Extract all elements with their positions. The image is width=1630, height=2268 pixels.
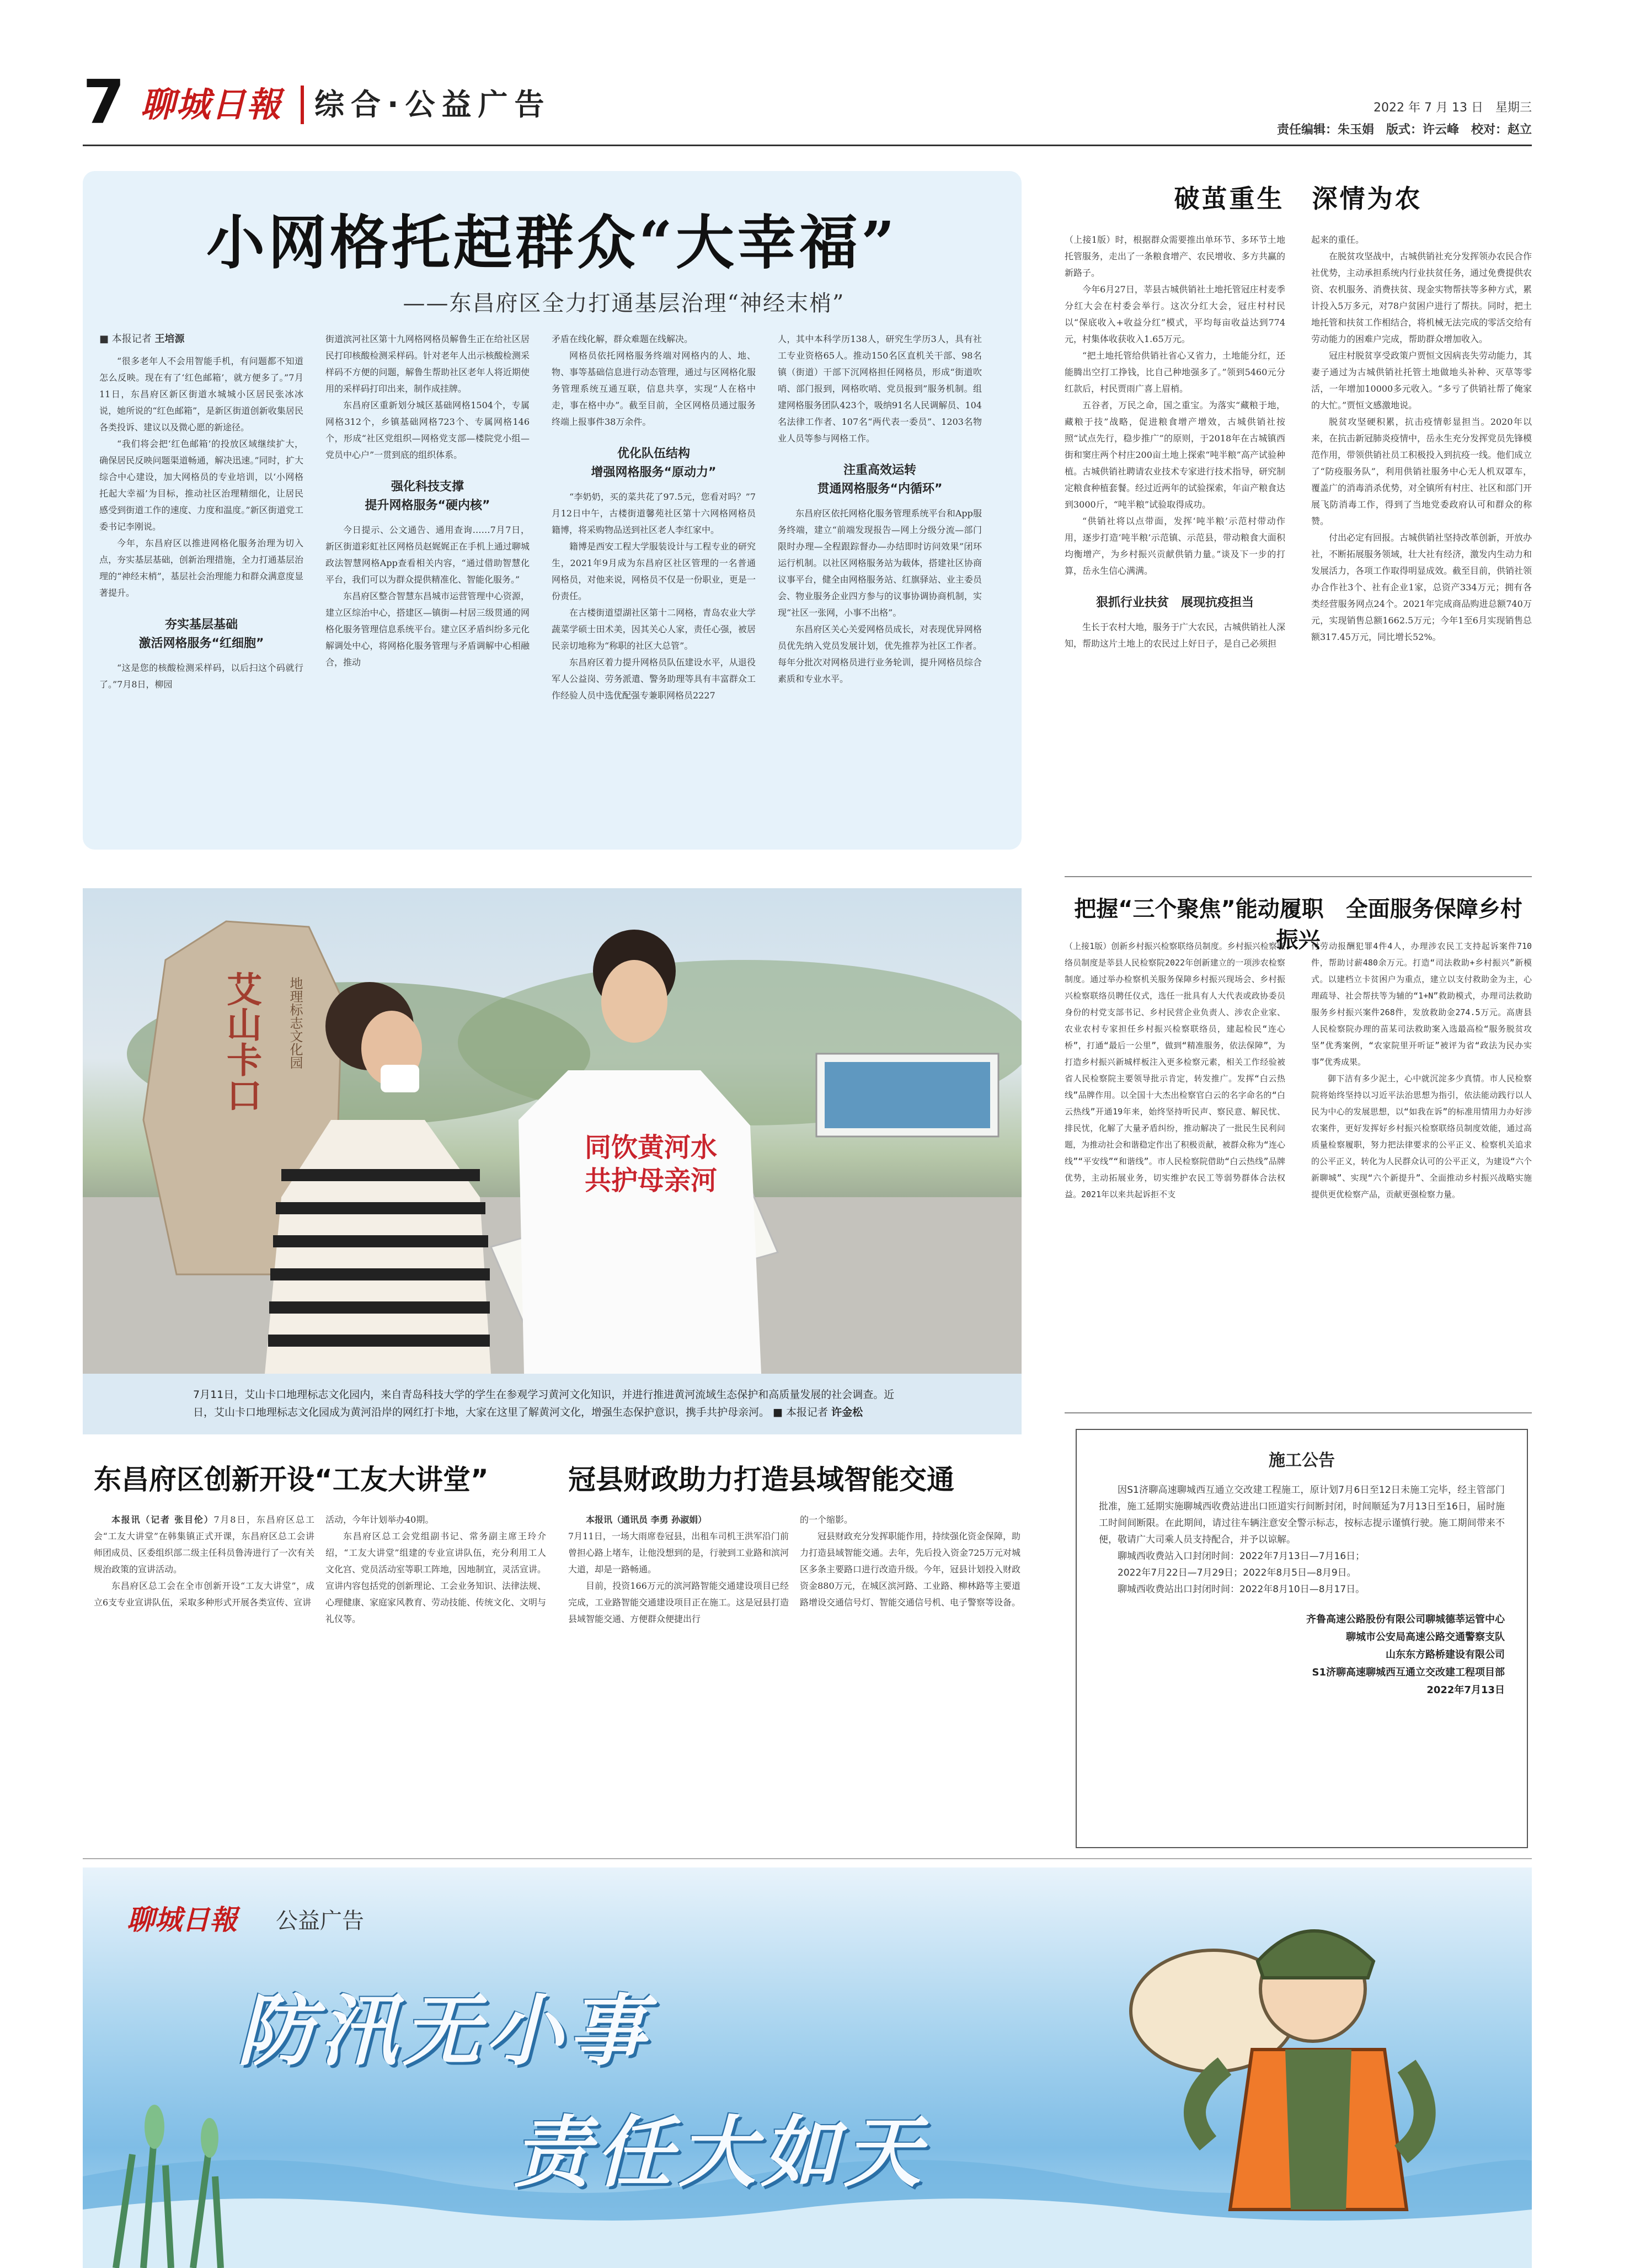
- photo-caption: 7月11日，艾山卡口地理标志文化园内，来自青岛科技大学的学生在参观学习黄河文化知识，并进行推进黄河流域生态保护和高质量发展的社会调查。近日，艾山卡口地理标志文化园成为黄河沿岸的网红打卡地，大家在这里了解黄河文化，增强生态保护意识，携手共护母亲河。 ■ 本报记者 许金松: [83, 1374, 1022, 1434]
- section-name: 综合·公益广告: [314, 87, 551, 122]
- notice-signer: S1济聊高速聊城西互通立交改建工程项目部: [1312, 1667, 1505, 1678]
- notice-signer: 聊城市公安局高速公路交通警察支队: [1346, 1631, 1505, 1643]
- column-divider: [1065, 876, 1532, 877]
- shirt-slogan: 同饮黄河水 共护母亲河: [584, 1132, 717, 1196]
- paragraph: 生长于农村大地，服务于广大农民，古城供销社人深知，帮助这片土地上的农民过上好日子，是自己必须担: [1065, 622, 1285, 649]
- article-column: [568, 1512, 789, 1821]
- paragraph: 东昌府区着力提升网格员队伍建设水平，从退役军人公益岗、劳务派遣、警务助理等具有丰富群众工作经验人员中选优配强专兼职网格员2227: [552, 657, 756, 701]
- paragraph: 在脱贫攻坚战中，古城供销社充分发挥领办农民合作社优势，主动承担系统内行业扶贫任务，通过免费提供农资、农机服务、消费扶贫、现金实物帮扶等多种方式，累计投入5万多元，对78户贫困户进行了帮扶。同时，把土地托管和扶贫工作相结合，将机械无法完成的零活交给有劳动能力的困难户完成，帮助群众增加收入。: [1311, 251, 1532, 344]
- rock-small-inscription: 地理标志文化园: [287, 976, 303, 1069]
- paragraph: 本报讯（记者 张目伦）7月8日，东昌府区总工会“工友大讲堂”在韩集镇正式开课，东昌府区总工会讲师团成员、区委组织部二级主任科员鲁涛进行了一次有关规治政策的宣讲活动。: [94, 1514, 314, 1575]
- notice-line: 聊城西收费站出口封闭时间：2022年8月10日—8月17日。: [1118, 1584, 1365, 1595]
- article-headline: 冠县财政助力打造县域智能交通: [568, 1464, 954, 1496]
- page-number: 7: [83, 67, 125, 137]
- paragraph: 人，其中本科学历138人，研究生学历3人，具有社工专业资格65人。推动150名区直机关干部、98名镇（街道）干部下沉网格担任网格员，形成“街道吹哨、部门报到，网格吹哨、党员报到”服务机制。组建网格服务团队423个，吸纳91名人民调解员、104名法律工作者、107名“两代表一委员”、1203名物业人员等参与网格工作。: [778, 334, 982, 444]
- paragraph: 东昌府区依托网格化服务管理系统平台和App服务终端，建立“前端发现报告—网上分级分流—部门限时办理—全程跟踪督办—办结即时访问效果”闭环运行机制。以社区网格服务站为载体，搭建社区协商议事平台，健全由网格服务站、红旗驿站、业主委员会、物业服务企业四方参与的议事协调协商机制，实现“社区一张网，小事不出格”。: [778, 508, 982, 618]
- paragraph: 脱贫攻坚硬积累，抗击疫情彰显担当。2020年以来，在抗击新冠肺炎疫情中，岳永生充分发挥党员先锋模范作用，带领供销社员工积极投入到抗疫一线。他们成立了“防疫服务队”，利用供销社服务中心无人机双罩车，覆盖广的消毒消杀优势，对全镇所有村庄、社区和部门开展飞防消毒工作，得到了当地党委政府认可和群众的称赞。: [1311, 417, 1532, 526]
- editor-credits: 责任编辑：朱玉娟 版式：许云峰 校对：赵立: [1276, 123, 1532, 137]
- paragraph: 今年，东昌府区以推进网格化服务治理为切入点，夯实基层基础，创新治理措施，全力打通基层治理的“神经末梢”，基层社会治理能力和群众满意度显著提升。: [99, 538, 303, 598]
- paragraph: 冠庄村脱贫享受政策户贾恒文因病丧失劳动能力，其妻子通过为古城供销社托管土地做地头补种、灭草等零活，一年增加10000多元收入。“多亏了供销社帮了俺家的大忙。”贾恒文感激地说。: [1311, 350, 1532, 410]
- paragraph: 五谷者，万民之命，国之重宝。为落实“藏粮于地，藏粮于技”战略，促进粮食增产增效，古城供销社按照“试点先行，稳步推广”的原则，于2018年在古城镇西街和窦庄两个村庄200亩土地上探索“吨半粮”高产试验种植。古城供销社聘请农业技术专家进行技术指导，研究制定粮食种植套餐。经过近两年的试验探索，年亩产粮食达到3000斤，“吨半粮”试验取得成功。: [1065, 400, 1285, 510]
- psa-slogan-line-1: 防汛无小事: [237, 1987, 651, 2077]
- article-column: [325, 1512, 546, 1821]
- paragraph: 今年6月27日，莘县古城供销社土地托管冠庄村麦季分红大会在村委会举行。这次分红大会，冠庄村村民以“保底收入+收益分红”模式，平均每亩收益达到774元，村集体收获收入1.65万元。: [1065, 284, 1285, 344]
- article-column: [1311, 232, 1532, 866]
- feature-subheadline: ——东昌府区全力打通基层治理“神经末梢”: [403, 291, 845, 316]
- paragraph: 东昌府区重新划分城区基础网格1504个，专属网格312个，乡镇基础网格723个、专属网格146个，形成“社区党组织—网格党支部—楼院党小组—党员中心户”一贯到底的组织体系。: [325, 400, 530, 460]
- psa-slogan-line-2: 责任大如天: [513, 2108, 927, 2198]
- paragraph: 的一个缩影。: [800, 1514, 853, 1525]
- paragraph: 起来的重任。: [1311, 234, 1365, 245]
- column-divider: [1065, 1412, 1532, 1413]
- section-divider: [301, 86, 304, 124]
- news-photo: [83, 888, 1022, 1374]
- paragraph: “把土地托管给供销社省心又省力，土地能分红，还能腾出空打工挣钱，比自己种地强多了。”领到5460元分红款后，村民贾雨广喜上眉梢。: [1065, 350, 1285, 394]
- paragraph: 冠县财政充分发挥职能作用，持续强化资金保障，助力打造县域智能交通。去年，先后投入资金725万元对城区多条主要路口进行改造升级。今年，冠县计划投入财政资金880万元，在城区滨河路、工业路、柳林路等主要道路增设交通信号灯、智能交通信号机、电子警察等设备。: [800, 1531, 1020, 1608]
- notice-signer: 齐鲁高速公路股份有限公司聊城德莘运管中心: [1306, 1614, 1505, 1625]
- paragraph: 活动，今年计划举办40期。: [325, 1514, 434, 1525]
- article-column: [1065, 232, 1285, 866]
- rock-inscription: 艾山卡口: [221, 971, 262, 1112]
- feature-column-3: [552, 331, 756, 839]
- section-divider: [83, 1858, 1532, 1859]
- paragraph: 东昌府区关心关爱网格员成长，对表现优异网格员优先纳入党员发展计划，优先推荐为社区工作者。每年分批次对网格员进行业务轮训，提升网格员综合素质和专业水平。: [778, 624, 982, 684]
- article-column: [1311, 938, 1532, 1401]
- section-subhead: 注重高效运转 贯通网格服务“内循环”: [817, 463, 943, 496]
- issue-date: 2022 年 7 月 13 日 星期三: [1374, 101, 1532, 115]
- construction-notice: [1076, 1429, 1528, 1848]
- section-subhead: 强化科技支撑 提升网格服务“硬内核”: [365, 480, 490, 513]
- article-headline: 把握“三个聚焦”能动履职 全面服务保障乡村振兴: [1074, 896, 1522, 953]
- article-column: [1065, 938, 1285, 1401]
- section-subhead: 优化队伍结构 增强网格服务“原动力”: [591, 447, 717, 479]
- paragraph: 东昌府区总工会党组副书记、常务副主席王玲介绍，“工友大讲堂”组建的专业宣讲队伍，充分利用工人文化宫、党员活动室等职工阵地，因地制宜，灵活宣讲。宣讲内容包括党的创新理论、工会业务知识、法律法规、心理健康、家庭家风教育、劳动技能、传统文化、文明与礼仪等。: [325, 1531, 546, 1624]
- paragraph: 御下洁有多少泥土，心中就沉淀多少真情。市人民检察院将始终坚持以习近平法治思想为指引，依法能动践行以人民为中心的发展思想，以“如我在诉”的标准用情用力办好涉农案件，更好发挥好乡村振兴检察联络员制度效能，通过高质量检察履职，努力把法律要求的公平正义、检察机关追求的公平正义，转化为人民群众认可的公平正义，为建设“六个新聊城”、实现“六个新提升”、全面推动乡村振兴战略实施提供更优检察产品，贡献更强检察力量。: [1311, 1074, 1532, 1199]
- paragraph: “很多老年人不会用智能手机，有问题都不知道怎么反映。现在有了‘红色邮箱’，就方便多了。”7月11日，东昌府区新区街道水城城小区居民张冰冰说，她所说的“红色邮箱”，是新区街道创新收集居民各类投诉、建议以及微心愿的新途径。: [99, 356, 303, 433]
- paragraph: 7月11日，一场大雨席卷冠县，出租车司机王洪军沿门前曾担心路上堵车，让他没想到的是，行驶到工业路和滨河大道，却是一路畅通。: [568, 1531, 789, 1575]
- paragraph: 东昌府区整合智慧东昌城市运营管理中心资源，建立区综治中心，搭建区—镇街—村居三级贯通的网格化服务管理信息系统平台。建立区矛盾纠纷多元化解调处中心，将网格化服务管理与矛盾调解中心相融合，推动: [325, 591, 530, 668]
- paragraph: 籍博是西安工程大学服装设计与工程专业的研究生，2021年9月成为东昌府区社区管理的一名普通网格员，对他来说，网格员不仅是一份职业，更是一份责任。: [552, 541, 756, 601]
- notice-signer: 山东东方路桥建设有限公司: [1386, 1649, 1505, 1661]
- paragraph: 网格员依托网格服务终端对网格内的人、地、物、事等基础信息进行动态管理，通过与区网格化服务管理系统互通互联，信息共享，实现“人在格中走，事在格中办”。截至目前，全区网格员通过服务终端上报事件38万余件。: [552, 350, 756, 427]
- paragraph: 今日提示、公文通告、通用查询……7月7日，新区街道彩虹社区网格员赵娓娓正在手机上通过聊城政法智慧网格App查看相关内容，“通过借助智慧化平台，我们可以为群众提供精准化、智能化服务。”: [325, 525, 530, 585]
- notice-line: 聊城西收费站入口封闭时间：2022年7月13日—7月16日；: [1118, 1551, 1365, 1562]
- paragraph: （上接1版）创新乡村振兴检察联络员制度。乡村振兴检察联络员制度是莘县人民检察院2022年创新建立的一项涉农检察制度。通过举办检察机关服务保障乡村振兴现场会、乡村振兴检察联络员聘任仪式，选任一批具有人大代表或政协委员身份的村党支部书记、乡村民营企业负责人、涉农企业家、农业农村专家担任乡村振兴检察联络员，建起检民“连心桥”，打通“最后一公里”，做到“精准服务，依法保障”，为打造乡村振兴新城样板注入更多检察元素，相关工作经验被省人民检察院主要领导批示肯定，转发推广。发挥“白云热线”品牌作用。以全国十大杰出检察官白云的名字命名的“白云热线”开通19年来，始终坚持听民声、察民意、解民忧、排民忧，化解了大量矛盾纠纷，推动解决了一批民生民利问题，为推动社会和谐稳定作出了积极贡献，被群众称为“连心线”“平安线”“和谐线”。市人民检察院借助“白云热线”品牌优势，主动拓展业务，切实维护农民工等弱势群体合法权益。2021年以来共起诉拒不支: [1065, 941, 1285, 1199]
- paragraph: 付出必定有回报。古城供销社坚持改革创新，开放办社，不断拓展服务领域，壮大社有经济，激发内生动力和发展活力，各项工作取得明显成效。截至目前，供销社领办合作社3个、社有企业1家，总资产334万元；拥有各类经营服务网点24个。2021年完成商品购进总额740万元，实现销售总额1662.5万元；今年1至6月实现销售总额317.45万元，同比增长52%。: [1311, 532, 1532, 642]
- paragraph: 本报讯（通讯员 李勇 孙淑娟）: [586, 1514, 707, 1525]
- paragraph: （上接1版）时，根据群众需要推出单环节、多环节土地托管服务，走出了一条粮食增产、农民增收、多方共赢的新路子。: [1065, 234, 1285, 278]
- masthead-rule: [83, 145, 1532, 146]
- psa-paper-logo: 聊城日報: [127, 1903, 237, 1936]
- notice-date: 2022年7月13日: [1426, 1684, 1505, 1696]
- paragraph: “这是您的核酸检测采样码，以后扫这个码就行了。”7月8日，柳园: [99, 663, 303, 690]
- paragraph: 目前，投资166万元的滨河路智能交通建设项目已经完成，工业路智能交通建设项目正在施工。这是冠县打造县域智能交通、方便群众便捷出行: [568, 1581, 789, 1624]
- paragraph: “供销社将以点带面，发挥‘吨半粮’示范村带动作用，逐步打造‘吨半粮’示范镇、示范县，带动粮食大面积均衡增产，为乡村振兴贡献供销力量。”谈及下一步的打算，岳永生信心满满。: [1065, 516, 1285, 576]
- section-subhead: 狠抓行业扶贫 展现抗疫担当: [1095, 596, 1254, 610]
- paragraph: 矛盾在线化解，群众难题在线解决。: [552, 334, 693, 344]
- feature-byline: ■ 本报记者 王培源: [99, 333, 185, 345]
- feature-column-1: [99, 331, 303, 839]
- article-column: [800, 1512, 1020, 1821]
- notice-line: 2022年7月22日—7月29日；2022年8月5日—8月9日。: [1118, 1567, 1356, 1578]
- article-column: [94, 1512, 314, 1821]
- paragraph: 在古楼街道望湖社区第十二网格，青岛农业大学蔬菜学硕士田术美，因其关心人家，责任心强，被居民亲切地称为“称职的社区大总管”。: [552, 607, 756, 651]
- feature-headline: 小网格托起群众“大幸福”: [206, 208, 898, 277]
- article-headline: 东昌府区创新开设“工友大讲堂”: [94, 1464, 489, 1496]
- paragraph: “李奶奶，买的菜共花了97.5元，您看对吗？”7月12日中午，古楼街道馨苑社区第十六网格网格员籍博，将采购物品送到社区老人李红家中。: [552, 492, 756, 535]
- article-headline: 破茧重生 深情为农: [1174, 184, 1423, 214]
- paragraph: 东昌府区总工会在全市创新开设“工友大讲堂”，成立6支专业宣讲队伍，采取多种形式开展各类宣传、宣讲: [94, 1581, 314, 1608]
- feature-column-2: [325, 331, 530, 839]
- feature-column-4: [778, 331, 982, 839]
- paragraph: “我们将会把‘红色邮箱’的投放区域继续扩大，确保居民反映问题渠道畅通，解决迅速。”同时，扩大综合中心建设，加大网格员的专业培训，以‘小网格托起大幸福’为目标，推动社区治理精细化，让居民感受到街道工作的速度、力度和温度。”新区街道党工委书记李刚说。: [99, 439, 303, 532]
- notice-title: 施工公告: [1269, 1451, 1335, 1470]
- notice-body: 因S1济聊高速聊城西互通立交改建工程施工，原计划7月6日至12日未施工完毕，经主管部门批准，施工延期实施聊城西收费站进出口匝道实行间断封闭，时间顺延为7月13日至16日，届时施工时间间断限。在此期间，请过往车辆注意安全警示标志，按标志提示谨慎行驶。施工期间带来不便，敬请广大司乘人员支持配合，并予以谅解。: [1099, 1485, 1505, 1545]
- psa-label: 公益广告: [276, 1908, 364, 1934]
- paper-logo: 聊城日報: [141, 84, 282, 125]
- paragraph: 街道滨河社区第十九网格网格员解鲁生正在给社区居民打印核酸检测采样码。针对老年人出示核酸检测采样码不方便的问题，解鲁生帮助社区老年人将近期使用的采样码打印出来，制作成挂牌。: [325, 334, 530, 394]
- paragraph: 付劳动报酬犯罪4件4人，办理涉农民工支持起诉案件710件，帮助讨薪480余万元。打造“司法救助+乡村振兴”新模式。以建档立卡贫困户为重点，建立以支付救助金为主，心理疏导、社会帮扶等为辅的“1+N”救助模式，办理司法救助服务乡村振兴案件268件，发放救助金274.5万元。高唐县人民检察院办理的苗某司法救助案入选最高检“服务脱贫攻坚”优秀案例，“农家院里开听证”被评为省“政法为民办实事”优秀成果。: [1311, 941, 1532, 1067]
- photo-illustration: [83, 888, 1022, 1374]
- section-subhead: 夯实基层基础 激活网格服务“红细胞”: [138, 618, 264, 650]
